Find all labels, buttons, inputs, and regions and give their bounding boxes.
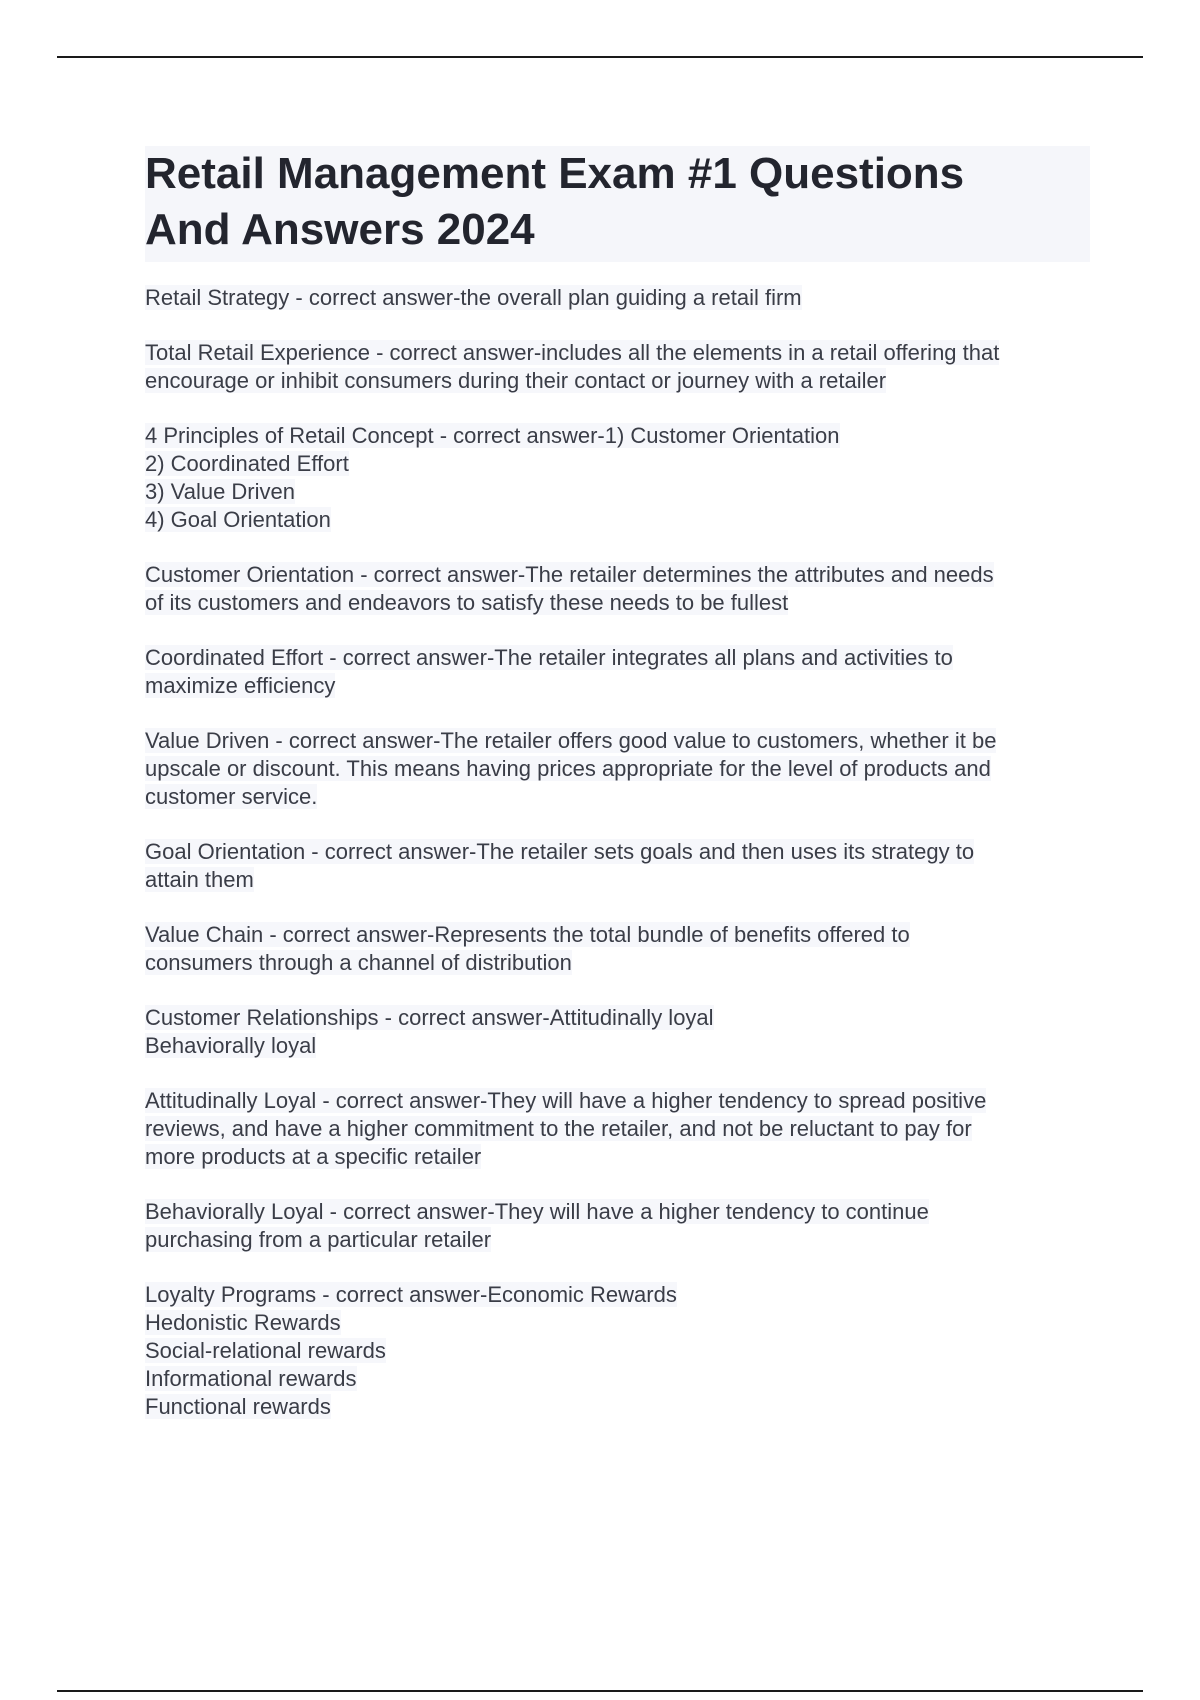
qa-line xyxy=(145,589,1090,617)
qa-line xyxy=(145,783,1090,811)
qa-text: Behaviorally Loyal - correct answer-They will have a higher tendency to continue xyxy=(145,1199,929,1224)
qa-text: reviews, and have a higher commitment to the retailer, and not be reluctant to pay for xyxy=(145,1116,972,1141)
qa-line xyxy=(145,1032,1090,1060)
qa-line xyxy=(145,755,1090,783)
header-rule xyxy=(57,56,1143,58)
qa-text: 2) Coordinated Effort xyxy=(145,451,349,476)
title-line-2: And Answers 2024 xyxy=(145,205,535,254)
qa-line xyxy=(145,672,1090,700)
qa-entry xyxy=(145,284,1090,312)
qa-line xyxy=(145,921,1090,949)
qa-text: Value Chain - correct answer-Represents the total bundle of benefits offered to xyxy=(145,922,910,947)
qa-line xyxy=(145,644,1090,672)
qa-line xyxy=(145,1087,1090,1115)
qa-line xyxy=(145,1004,1090,1032)
qa-line xyxy=(145,1309,1090,1337)
qa-text: 3) Value Driven xyxy=(145,479,295,504)
qa-line xyxy=(145,1115,1090,1143)
qa-line xyxy=(145,339,1090,367)
document-body xyxy=(145,146,1090,1448)
qa-text: Functional rewards xyxy=(145,1394,331,1419)
qa-text: Behaviorally loyal xyxy=(145,1033,317,1058)
qa-text: purchasing from a particular retailer xyxy=(145,1227,492,1252)
qa-line xyxy=(145,866,1090,894)
qa-line xyxy=(145,727,1090,755)
qa-line xyxy=(145,1226,1090,1254)
qa-text: Customer Relationships - correct answer-Attitudinally loyal xyxy=(145,1005,714,1030)
qa-text: encourage or inhibit consumers during their contact or journey with a retailer xyxy=(145,368,887,393)
qa-text: 4 Principles of Retail Concept - correct answer-1) Customer Orientation xyxy=(145,423,840,448)
qa-text: Customer Orientation - correct answer-The retailer determines the attributes and needs xyxy=(145,562,994,587)
qa-entry xyxy=(145,1087,1090,1171)
qa-text: more products at a specific retailer xyxy=(145,1144,482,1169)
qa-line xyxy=(145,506,1090,534)
qa-text: Value Driven - correct answer-The retailer offers good value to customers, whether it be xyxy=(145,728,997,753)
qa-text: Retail Strategy - correct answer-the overall plan guiding a retail firm xyxy=(145,285,802,310)
qa-line xyxy=(145,422,1090,450)
qa-text: consumers through a channel of distribution xyxy=(145,950,572,975)
qa-text: Goal Orientation - correct answer-The retailer sets goals and then uses its strategy to xyxy=(145,839,975,864)
qa-list xyxy=(145,284,1090,1421)
qa-text: Social-relational rewards xyxy=(145,1338,386,1363)
qa-entry xyxy=(145,339,1090,395)
qa-text: Hedonistic Rewards xyxy=(145,1310,341,1335)
qa-line xyxy=(145,949,1090,977)
qa-entry xyxy=(145,561,1090,617)
qa-entry xyxy=(145,1281,1090,1421)
qa-text: maximize efficiency xyxy=(145,673,336,698)
qa-entry xyxy=(145,422,1090,534)
qa-text: Informational rewards xyxy=(145,1366,357,1391)
qa-line xyxy=(145,367,1090,395)
qa-text: Total Retail Experience - correct answer-includes all the elements in a retail offering that xyxy=(145,340,1000,365)
qa-line xyxy=(145,838,1090,866)
qa-line xyxy=(145,1198,1090,1226)
qa-line xyxy=(145,1393,1090,1421)
qa-text: Coordinated Effort - correct answer-The retailer integrates all plans and activities to xyxy=(145,645,953,670)
qa-text: 4) Goal Orientation xyxy=(145,507,331,532)
document-title xyxy=(145,146,1090,262)
qa-text: of its customers and endeavors to satisfy these needs to be fullest xyxy=(145,590,789,615)
qa-line xyxy=(145,1365,1090,1393)
qa-line xyxy=(145,284,1090,312)
qa-line xyxy=(145,450,1090,478)
qa-entry xyxy=(145,921,1090,977)
qa-entry xyxy=(145,644,1090,700)
qa-text: attain them xyxy=(145,867,254,892)
qa-entry xyxy=(145,838,1090,894)
title-line-1: Retail Management Exam #1 Questions xyxy=(145,149,965,198)
qa-line xyxy=(145,478,1090,506)
qa-line xyxy=(145,1281,1090,1309)
qa-text: Attitudinally Loyal - correct answer-They will have a higher tendency to spread positive xyxy=(145,1088,987,1113)
qa-entry xyxy=(145,727,1090,811)
qa-entry xyxy=(145,1004,1090,1060)
qa-line xyxy=(145,561,1090,589)
qa-line xyxy=(145,1143,1090,1171)
qa-line xyxy=(145,1337,1090,1365)
qa-text: Loyalty Programs - correct answer-Economic Rewards xyxy=(145,1282,677,1307)
footer-rule xyxy=(57,1690,1143,1692)
qa-entry xyxy=(145,1198,1090,1254)
qa-text: customer service. xyxy=(145,784,318,809)
qa-text: upscale or discount. This means having prices appropriate for the level of products and xyxy=(145,756,991,781)
